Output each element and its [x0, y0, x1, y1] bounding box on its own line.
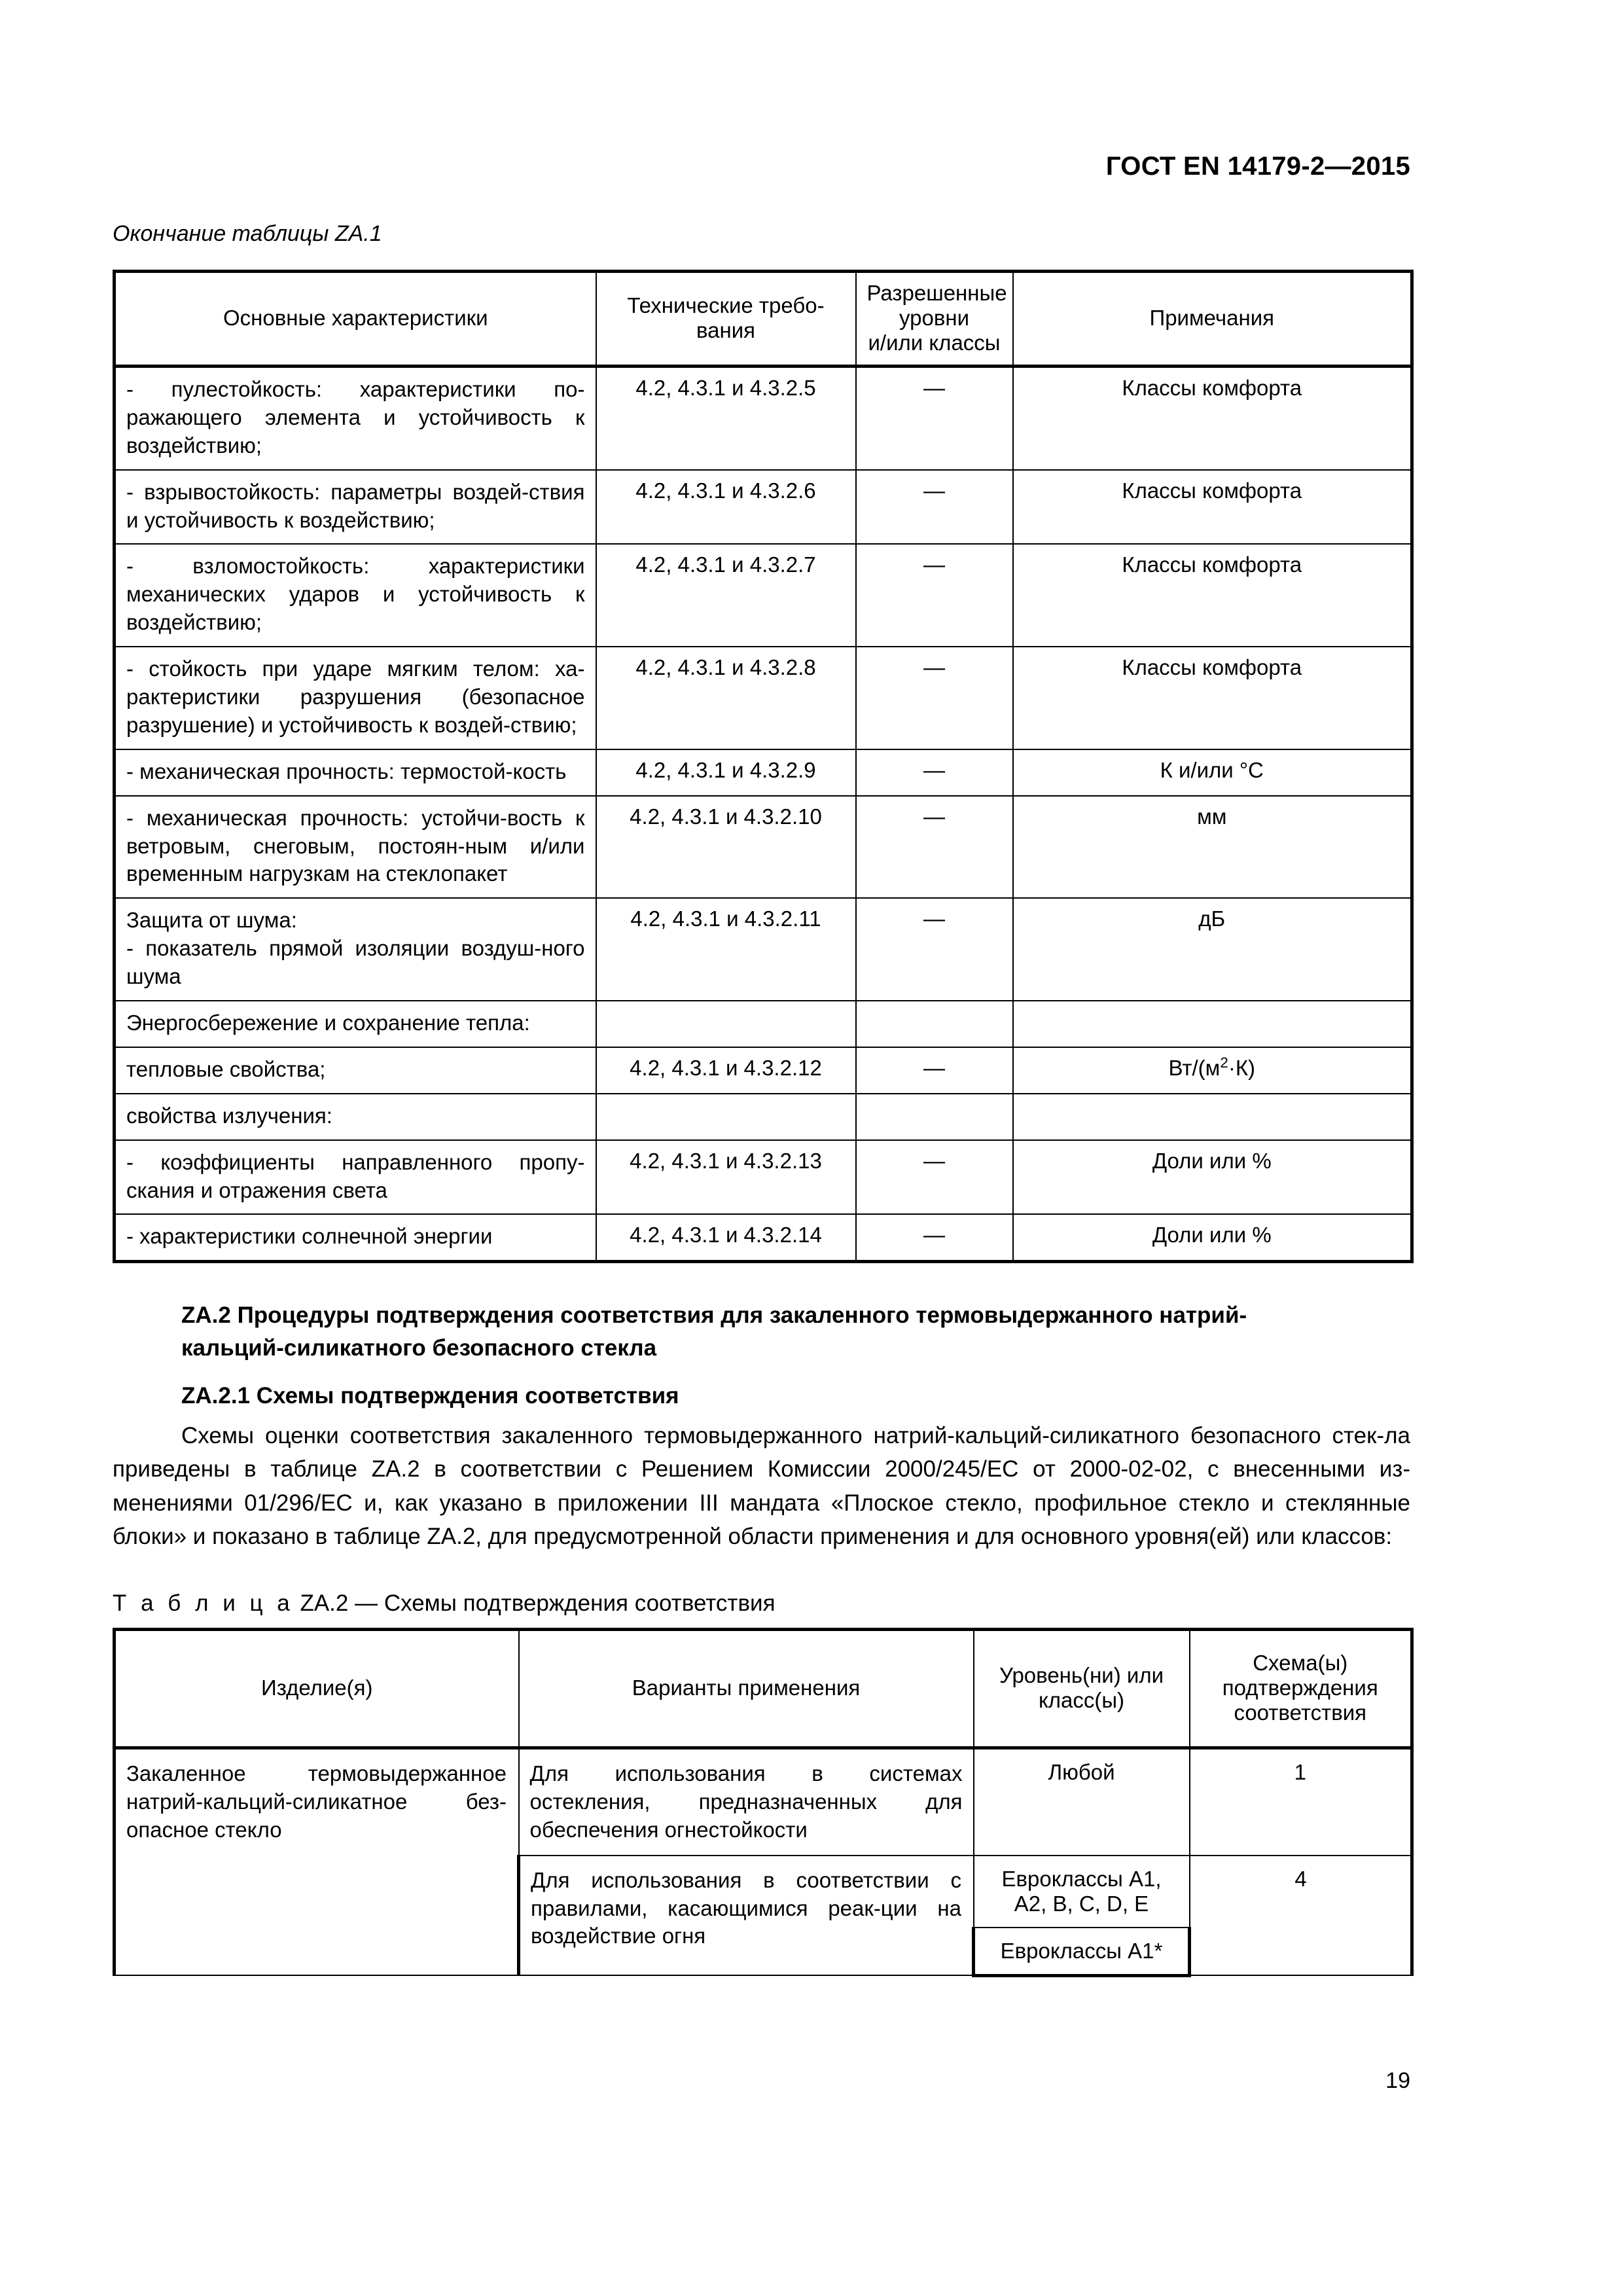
- cell-level: —: [856, 544, 1013, 647]
- column-header-product: [115, 1630, 519, 1748]
- cell-note: Классы комфорта: [1013, 470, 1412, 545]
- cell-note: Классы комфорта: [1013, 544, 1412, 647]
- cell-note: [1013, 1001, 1412, 1047]
- cell-note: мм: [1013, 796, 1412, 899]
- table-row: [115, 898, 1412, 1001]
- running-header-standard-title: ГОСТ EN 14179-2—2015: [1105, 152, 1410, 181]
- column-header-product-label: Изделие(я): [260, 1676, 373, 1700]
- heading-za2-1: ZA.2.1 Схемы подтверждения соответствия: [181, 1383, 679, 1408]
- column-header-characteristics: [115, 272, 596, 367]
- cell-use: Для использования в соответствии с правилами, касающимися реак-ции на воздействие огня: [519, 1856, 974, 1976]
- cell-requirement: [596, 1094, 856, 1140]
- column-header-uses: [519, 1630, 974, 1748]
- cell-use: Для использования в системах остекления, предназначенных для обеспечения огнестойкости: [519, 1748, 974, 1856]
- cell-requirement: 4.2, 4.3.1 и 4.3.2.11: [596, 898, 856, 1001]
- table-row: [115, 1047, 1412, 1094]
- table-za1-continuation-caption: Окончание таблицы ZA.1: [113, 221, 382, 246]
- cell-level: —: [856, 1047, 1013, 1094]
- cell-characteristic: - механическая прочность: устойчи-вость к ветровым, снеговым, постоян-ным и/или временным нагрузкам на стеклопакет: [115, 796, 596, 899]
- table-za2-header-row: [115, 1630, 1412, 1748]
- cell-level: —: [856, 749, 1013, 796]
- cell-requirement: 4.2, 4.3.1 и 4.3.2.12: [596, 1047, 856, 1094]
- column-header-levels-line1: Разрешенные уровни: [866, 281, 1007, 330]
- cell-requirement: 4.2, 4.3.1 и 4.3.2.7: [596, 544, 856, 647]
- cell-note: $Вт/(м^2\cdot К)$: [1013, 1047, 1412, 1094]
- cell-level: [974, 1856, 1190, 1928]
- cell-characteristic: Энергосбережение и сохранение тепла:: [115, 1001, 596, 1047]
- table-za2-title: [113, 1590, 776, 1617]
- cell-note: Доли или %: [1013, 1140, 1412, 1215]
- cell-requirement: 4.2, 4.3.1 и 4.3.2.9: [596, 749, 856, 796]
- column-header-level-line1: Уровень(ни) или: [999, 1663, 1164, 1687]
- cell-requirement: 4.2, 4.3.1 и 4.3.2.10: [596, 796, 856, 899]
- cell-note: [1013, 1094, 1412, 1140]
- cell-requirement: 4.2, 4.3.1 и 4.3.2.8: [596, 647, 856, 749]
- column-header-requirements-line1: Технические требо-: [627, 293, 825, 317]
- table-row: [115, 1748, 1412, 1856]
- cell-characteristic: - взломостойкость: характеристики механических ударов и устойчивость к воздействию;: [115, 544, 596, 647]
- cell-level: Евроклассы А1*: [974, 1928, 1190, 1976]
- cell-level-line2: А2, B, C, D, E: [1014, 1891, 1149, 1916]
- cell-characteristic: - механическая прочность: термостой-кость: [115, 749, 596, 796]
- cell-note: дБ: [1013, 898, 1412, 1001]
- table-za2-body: [115, 1748, 1412, 1976]
- column-header-levels: [856, 272, 1013, 367]
- cell-characteristic: тепловые свойства;: [115, 1047, 596, 1094]
- cell-level: —: [856, 647, 1013, 749]
- cell-scheme: 4: [1190, 1856, 1412, 1976]
- column-header-requirements: [596, 272, 856, 367]
- cell-characteristic: - стойкость при ударе мягким телом: ха-рактеристики разрушения (безопасное разрушение) и устойчивость к воздей-ствию;: [115, 647, 596, 749]
- cell-requirement: 4.2, 4.3.1 и 4.3.2.13: [596, 1140, 856, 1215]
- column-header-level: [974, 1630, 1190, 1748]
- table-za2-title-rest: ZA.2 — Схемы подтверждения соответствия: [293, 1590, 776, 1616]
- cell-level: —: [856, 898, 1013, 1001]
- cell-note: Доли или %: [1013, 1214, 1412, 1261]
- table-za2-title-prefix: Т а б л и ц а: [113, 1590, 294, 1616]
- paragraph-za2-1: Схемы оценки соответствия закаленного термовыдержанного натрий-кальций-силикатного безопасного стек-ла приведены в таблице ZA.2 в соответствии с Решением Комиссии 2000/245/ЕС от 2000-02-02, с внесенными из-менениями 01/296/ЕС и, как указано в приложении III мандата «Плоское стекло, профильное стекло и стеклянные блоки» и показано в таблице ZA.2, для предусмотренной области применения и для основного уровня(ей) или классов:: [113, 1423, 1410, 1550]
- table-za1-body: [115, 367, 1412, 1262]
- table-row: [115, 1094, 1412, 1140]
- column-header-notes-label: Примечания: [1149, 306, 1275, 330]
- table-row: [115, 544, 1412, 647]
- cell-note: Классы комфорта: [1013, 367, 1412, 470]
- cell-level: [856, 1001, 1013, 1047]
- table-za1-header-row: [115, 272, 1412, 367]
- cell-level: —: [856, 367, 1013, 470]
- cell-product: Закаленное термовыдержанное натрий-кальций-силикатное без-опасное стекло: [115, 1748, 519, 1976]
- cell-characteristic: Защита от шума: - показатель прямой изоляции воздуш-ного шума: [115, 898, 596, 1001]
- table-row: [115, 367, 1412, 470]
- column-header-notes: [1013, 272, 1412, 367]
- cell-characteristic: - взрывостойкость: параметры воздей-ствия и устойчивость к воздействию;: [115, 470, 596, 545]
- cell-note: Классы комфорта: [1013, 647, 1412, 749]
- heading-za2-line2: кальций-силикатного безопасного стекла: [181, 1335, 657, 1361]
- heading-za2-line1: ZA.2 Процедуры подтверждения соответствия для закаленного термовыдержанного натрий-: [181, 1302, 1247, 1328]
- column-header-scheme-line3: соответствия: [1234, 1700, 1367, 1725]
- cell-requirement: 4.2, 4.3.1 и 4.3.2.5: [596, 367, 856, 470]
- table-row: [115, 1140, 1412, 1215]
- table-row: [115, 1214, 1412, 1261]
- column-header-characteristics-label: Основные характеристики: [223, 306, 488, 330]
- heading-za2: [181, 1299, 1410, 1364]
- cell-level-line1: Евроклассы А1,: [1001, 1866, 1162, 1891]
- cell-characteristic: - пулестойкость: характеристики по-ражающего элемента и устойчивость к воздействию;: [115, 367, 596, 470]
- table-row: [115, 796, 1412, 899]
- column-header-levels-line2: и/или классы: [868, 331, 1001, 355]
- cell-characteristic: свойства излучения:: [115, 1094, 596, 1140]
- column-header-scheme-line1: Схема(ы): [1253, 1651, 1348, 1675]
- cell-level: —: [856, 470, 1013, 545]
- cell-requirement: [596, 1001, 856, 1047]
- column-header-scheme-line2: подтверждения: [1222, 1676, 1378, 1700]
- table-row: [115, 749, 1412, 796]
- cell-characteristic: - коэффициенты направленного пропу-скания и отражения света: [115, 1140, 596, 1215]
- page-number: 19: [1385, 2068, 1410, 2093]
- column-header-scheme: [1190, 1630, 1412, 1748]
- table-row: [115, 1001, 1412, 1047]
- cell-scheme: 1: [1190, 1748, 1412, 1856]
- cell-requirement: 4.2, 4.3.1 и 4.3.2.14: [596, 1214, 856, 1261]
- table-za2: [113, 1628, 1414, 1977]
- cell-requirement: 4.2, 4.3.1 и 4.3.2.6: [596, 470, 856, 545]
- cell-level: —: [856, 1214, 1013, 1261]
- cell-level: [856, 1094, 1013, 1140]
- table-row: [115, 647, 1412, 749]
- cell-characteristic: - характеристики солнечной энергии: [115, 1214, 596, 1261]
- cell-note: К и/или °C: [1013, 749, 1412, 796]
- column-header-requirements-line2: вания: [696, 318, 756, 342]
- cell-level: Любой: [974, 1748, 1190, 1856]
- cell-level: —: [856, 1140, 1013, 1215]
- table-row: [115, 470, 1412, 545]
- column-header-uses-label: Варианты применения: [632, 1676, 861, 1700]
- column-header-level-line2: класс(ы): [1038, 1688, 1125, 1712]
- cell-level: —: [856, 796, 1013, 899]
- table-za1: [113, 270, 1414, 1263]
